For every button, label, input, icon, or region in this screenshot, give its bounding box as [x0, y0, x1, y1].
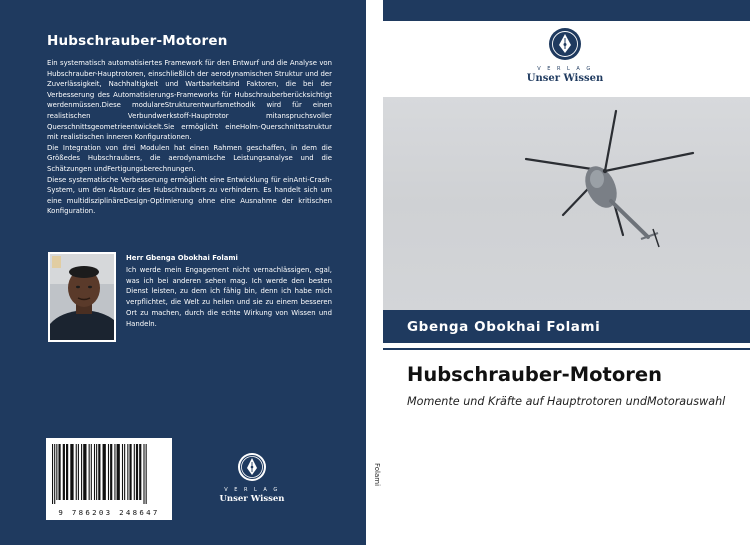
spine: [366, 0, 383, 545]
barcode-bar: [81, 444, 82, 500]
barcode-bar: [76, 444, 77, 500]
divider: [383, 348, 750, 350]
isbn-number: 9 786203 248647: [58, 508, 160, 517]
barcode-bar: [78, 444, 79, 500]
barcode-bar: [98, 444, 100, 500]
pen-nib-emblem-icon: [548, 27, 582, 61]
barcode-bar: [114, 444, 115, 500]
description-paragraph: Diese systematische Verbesserung ermöglicht eine Entwicklung für einAnti-Crash-System, um den Absturz des Hubschraubers zu verhindern. Es handelt sich um eine multidisziplinäreDesign-Optimierung ohne eine Ausnahme der kritischen Konfiguration.: [47, 175, 332, 216]
barcode-bar: [129, 444, 131, 500]
front-title: Hubschrauber-Motoren: [407, 363, 663, 386]
barcode-bar: [139, 444, 141, 500]
publisher-verlag-label: V E R L A G: [537, 66, 593, 72]
barcode-bar: [66, 444, 68, 500]
barcode-bar: [83, 444, 86, 500]
description-paragraph: Ein systematisch automatisiertes Framework für den Entwurf und die Analyse von Hubschrauber-Hauptrotoren, einschließlich der aerodynamischen Struktur und der Zuverlässigkeit, Nachhaltigkeit und Wartbarkeitsind Faktoren, die bei der Verbesserung des Automatisierungs-Frameworks für Hubschrauberberücksichtigt werdenmüssen.Diese modulareStrukturentwurfsmethodik wird für einen realistischen Verbundwerkstoff-Hauptrotor mitanspruchsvoller Querschnittsgeometrieentwickelt.Sie ermöglicht eineHolm-Querschnittsstruktur mit realistischen inneren Konfigurationen.: [47, 59, 332, 142]
publisher-name: Unser Wissen: [526, 73, 604, 84]
spine-author: Folami: [373, 463, 381, 487]
barcode-bar: [146, 444, 147, 504]
author-portrait: [48, 252, 116, 342]
publisher-logo: [520, 27, 610, 83]
barcode-bar: [52, 444, 53, 504]
back-cover: [0, 0, 366, 545]
barcode-bar: [103, 444, 106, 500]
barcode-bar: [91, 444, 92, 500]
barcode-bar: [58, 444, 60, 500]
author-portrait-image: [50, 254, 116, 342]
barcode-bar: [54, 444, 55, 504]
author-bio-text: Ich werde mein Engagement nicht vernachlässigen, egal, was ich bei anderen sehen mag. Ich werde den besten Dienst leisten, zu dem ich fähig bin, denn ich habe mich verpflichtet, die Welt zu heilen und sie zu einem besseren Ort zu machen, durch die echte Wirkung von Wissen und Handeln.: [126, 265, 332, 328]
author-bio: [126, 253, 332, 330]
barcode-bar: [108, 444, 109, 500]
front-author-name: Gbenga Obokhai Folami: [407, 319, 601, 335]
barcode-bar: [89, 444, 90, 500]
front-subtitle: Momente und Kräfte auf Hauptrotoren undMotorauswahl: [407, 395, 726, 408]
author-bio-name: Herr Gbenga Obokhai Folami: [126, 254, 238, 262]
barcode-bar: [134, 444, 135, 500]
barcode-bar: [70, 444, 73, 500]
barcode-bar: [96, 444, 97, 500]
author-band: [383, 310, 750, 343]
pen-nib-emblem-icon: [237, 452, 267, 482]
barcode-bar: [124, 444, 125, 500]
back-cover-title: Hubschrauber-Motoren: [47, 33, 228, 49]
helicopter-photo: [383, 97, 750, 310]
barcode-bar: [127, 444, 128, 500]
barcode-bar: [56, 444, 57, 500]
back-cover-description: [47, 58, 332, 217]
barcode-bar: [122, 444, 123, 500]
front-cover: [383, 0, 750, 545]
barcode-bar: [63, 444, 65, 500]
helicopter-image: [383, 97, 750, 310]
publisher-name: Unser Wissen: [219, 494, 285, 504]
barcode-bar: [94, 444, 95, 500]
publisher-logo: [212, 452, 292, 502]
barcode-bar: [117, 444, 120, 500]
description-paragraph: Die Integration von drei Modulen hat einen Rahmen geschaffen, in dem die Größedes Hubschraubers, die aerodynamische Leistungsanalyse und die Schätzungen undFertigungsberechnungen.: [47, 143, 332, 173]
barcode-bar: [110, 444, 112, 500]
barcode-bar: [143, 444, 144, 504]
barcode-bar: [136, 444, 138, 500]
isbn-barcode: [46, 438, 172, 520]
publisher-verlag-label: V E R L A G: [224, 487, 280, 493]
barcode-bars: [46, 438, 172, 508]
front-top-bar: [383, 0, 750, 21]
